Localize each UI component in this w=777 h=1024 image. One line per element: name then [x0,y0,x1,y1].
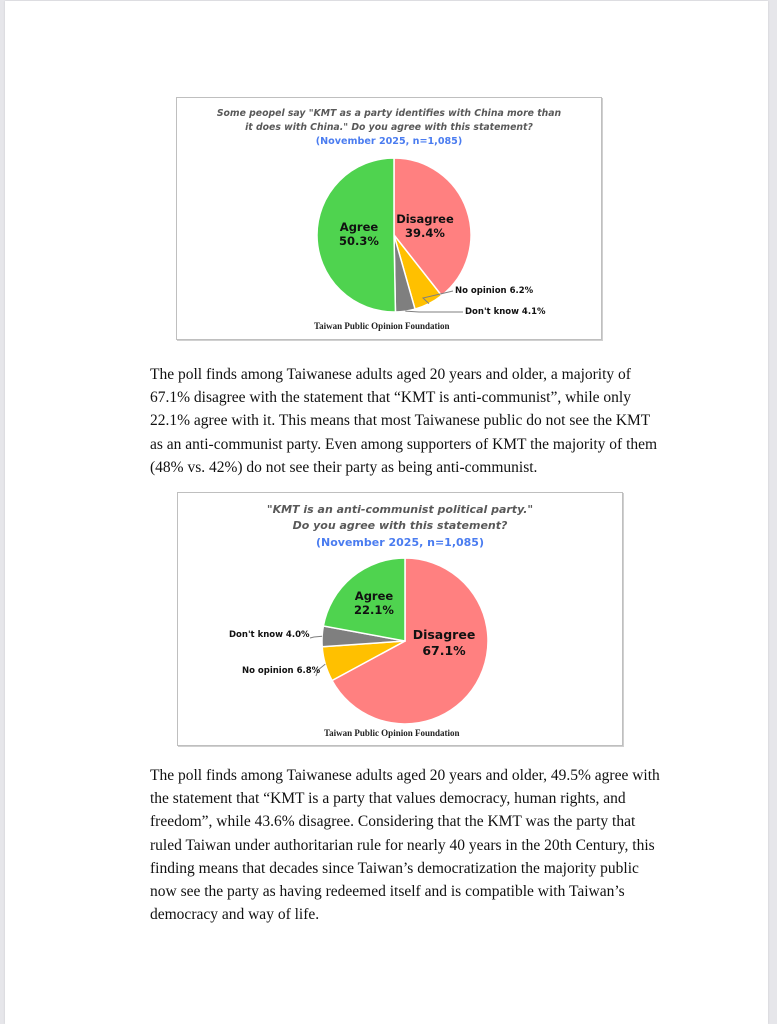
callout-no-opinion: No opinion 6.2% [455,286,534,296]
callout-dont-know: Don't know 4.1% [465,307,546,317]
chart-title-line2: Do you agree with this statement? [292,519,508,532]
chart-source: Taiwan Public Opinion Foundation [324,728,460,738]
slice-label-agree: Agree 50.3% [339,220,379,249]
chart-subtitle: (November 2025, n=1,085) [316,536,484,549]
slice-label-disagree: Disagree 39.4% [396,212,454,241]
chart-title-line1: "KMT is an anti-communist political party." [266,503,534,516]
body-paragraph-2: The poll finds among Taiwanese adults aged 20 years and older, 49.5% agree with the statement that “KMT is a party that values democracy, human rights, and freedom”, while 43.6% disagree. Considering that the KMT was the party that ruled Taiwan under authoritarian rule for nearly 40 years in the 20th Century, this finding means that decades since Taiwan’s democratization the majority public now see the party as having redeemed itself and is compatible with Taiwan’s democracy and way of life. [150,767,660,924]
callout-dont-know: Don't know 4.0% [229,630,310,640]
pie-chart [178,493,622,745]
chart-kmt-anti-communist [177,492,623,746]
pie-chart [177,98,601,339]
document-page [5,1,768,1024]
chart-kmt-identifies-china [176,97,602,340]
slice-label-disagree: Disagree 67.1% [412,627,476,658]
leader-line [310,636,322,638]
chart-source: Taiwan Public Opinion Foundation [314,321,450,331]
body-paragraph-1: The poll finds among Taiwanese adults aged 20 years and older, a majority of 67.1% disagree with the statement that “KMT is anti-communist”, while only 22.1% agree with it. This means that most Taiwanese public do not see the KMT as an anti-communist party. Even among supporters of KMT the majority of them (48% vs. 42%) do not see their party as being anti-communist. [150,366,658,476]
chart-subtitle: (November 2025, n=1,085) [315,136,463,147]
callout-no-opinion: No opinion 6.8% [242,666,321,676]
slice-label-agree: Agree 22.1% [354,589,394,618]
chart-title-line1: Some peopel say "KMT as a party identifies with China more than [216,108,562,119]
leader-line [405,311,463,312]
chart-title-line2: it does with China." Do you agree with this statement? [245,122,533,133]
